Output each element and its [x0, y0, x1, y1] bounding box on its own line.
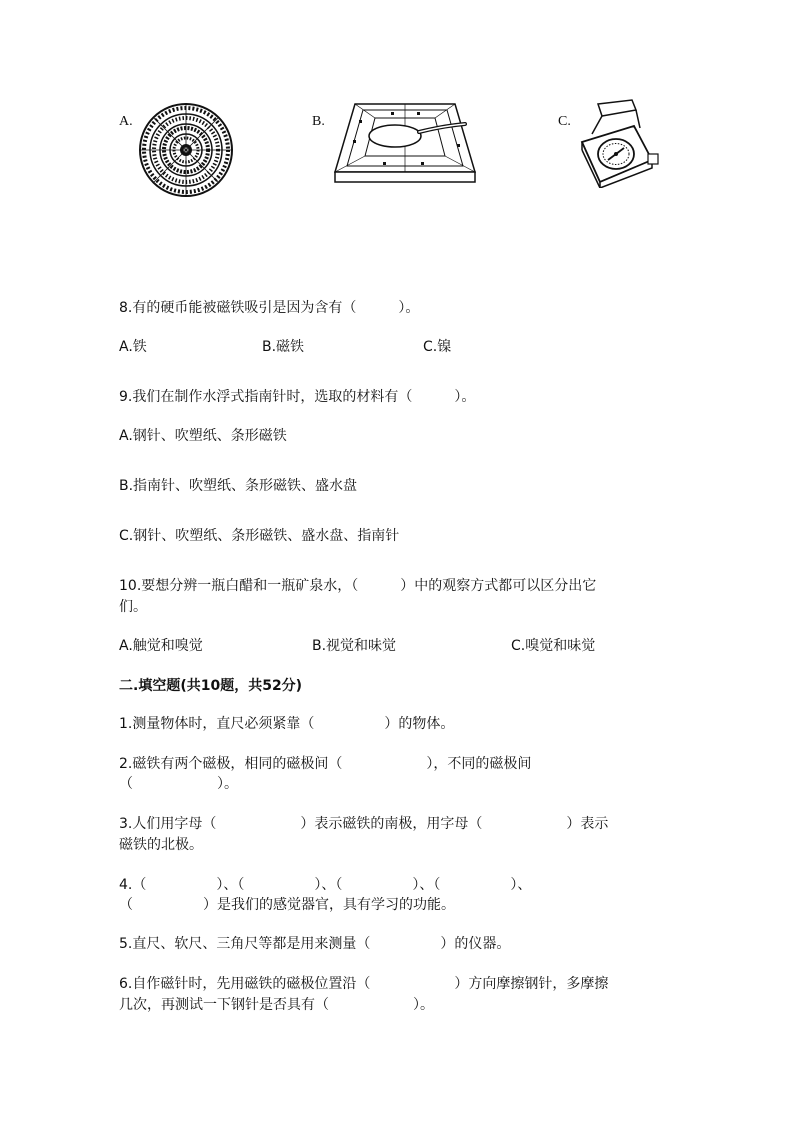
question-10-line1: 10.要想分辨一瓶白醋和一瓶矿泉水，（ ）中的观察方式都可以区分出它	[119, 578, 597, 594]
q10-option-a: A.触觉和嗅觉	[119, 638, 203, 654]
compass-image	[578, 98, 664, 188]
fill-item-6-line2: 几次，再测试一下钢针是否具有（ ）。	[119, 997, 434, 1013]
luopan-image	[138, 102, 234, 198]
q8-option-b: B.磁铁	[262, 339, 305, 355]
fill-item-5: 5.直尺、软尺、三角尺等都是用来测量（ ）的仪器。	[119, 936, 511, 952]
sinan-image	[333, 100, 477, 186]
option-a-label: A.	[119, 114, 133, 129]
q8-option-c: C.镍	[423, 339, 452, 355]
q10-option-b: B.视觉和味觉	[312, 638, 397, 654]
fill-item-3-line1: 3.人们用字母（ ）表示磁铁的南极，用字母（ ）表示	[119, 816, 609, 832]
q9-option-c: C.钢针、吹塑纸、条形磁铁、盛水盘、指南针	[119, 528, 400, 544]
option-b-label: B.	[312, 114, 325, 129]
fill-item-1: 1.测量物体时，直尺必须紧靠（ ）的物体。	[119, 716, 455, 732]
q8-option-a: A.铁	[119, 339, 147, 355]
fill-item-4-line1: 4.（ ）、（ ）、（ ）、（ ）、	[119, 877, 532, 893]
q9-option-b: B.指南针、吹塑纸、条形磁铁、盛水盘	[119, 478, 358, 494]
q9-option-a: A.钢针、吹塑纸、条形磁铁	[119, 428, 287, 444]
section-title: 二.填空题(共10题，共52分)	[119, 678, 303, 694]
fill-item-2-line1: 2.磁铁有两个磁极，相同的磁极间（ ），不同的磁极间	[119, 756, 532, 772]
fill-item-3-line2: 磁铁的北极。	[119, 837, 203, 853]
question-8: 8.有的硬币能被磁铁吸引是因为含有（ ）。	[119, 300, 420, 316]
option-c-label: C.	[558, 114, 571, 129]
question-10-line2: 们。	[119, 599, 147, 615]
fill-item-4-line2: （ ）是我们的感觉器官，具有学习的功能。	[119, 897, 455, 913]
fill-item-6-line1: 6.自作磁针时，先用磁铁的磁极位置沿（ ）方向摩擦钢针，多摩擦	[119, 976, 609, 992]
question-9: 9.我们在制作水浮式指南针时，选取的材料有（ ）。	[119, 389, 476, 405]
q10-option-c: C.嗅觉和味觉	[511, 638, 596, 654]
fill-item-2-line2: （ ）。	[119, 776, 238, 792]
